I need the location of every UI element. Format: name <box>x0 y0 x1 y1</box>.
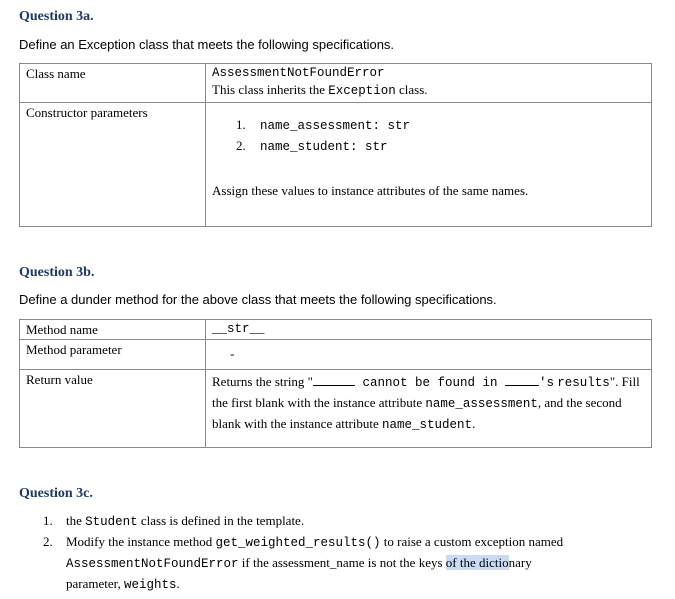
exception-spec-table <box>19 63 652 227</box>
table-row <box>20 103 652 227</box>
question-3a-title: Question 3a. <box>19 9 94 24</box>
list-item: 2. name_student: str <box>236 138 388 154</box>
list-item: 1. name_assessment: str <box>236 117 411 133</box>
method-param-value: - <box>206 340 652 370</box>
inherits-note: This class inherits the Exception class. <box>212 82 428 98</box>
table-row <box>20 320 652 340</box>
text-selection-highlight[interactable]: of the dictio <box>445 555 509 570</box>
method-param-label: Method parameter <box>20 340 206 370</box>
table-row <box>20 64 652 103</box>
return-value-cell: Returns the string " cannot be found in 's results". Fill the first blank with the instance attribute name_assessment, and the second blank with the instance attribute name_student. <box>206 370 652 448</box>
table-row <box>20 370 652 448</box>
return-value-label: Return value <box>20 370 206 448</box>
method-name-label: Method name <box>20 320 206 340</box>
constructor-cell <box>206 103 652 227</box>
param-list <box>236 115 646 157</box>
table-row <box>20 340 652 370</box>
constructor-label: Constructor parameters <box>20 103 206 227</box>
question-3b-title: Question 3b. <box>19 265 95 280</box>
class-name-cell <box>206 64 652 103</box>
assign-note: Assign these values to instance attributes of the same names. <box>212 183 529 198</box>
dunder-spec-table <box>19 319 652 448</box>
question-3c-list <box>43 511 653 595</box>
blank-1 <box>313 375 355 386</box>
class-name-label: Class name <box>20 64 206 103</box>
question-3b-intro: Define a dunder method for the above class that meets the following specifications. <box>19 292 497 307</box>
list-item: 1. the Student class is defined in the template. <box>43 513 305 529</box>
class-name-value: AssessmentNotFoundError <box>212 66 385 80</box>
blank-2 <box>505 375 539 386</box>
question-3a-intro: Define an Exception class that meets the following specifications. <box>19 37 395 52</box>
list-item: 2. Modify the instance method get_weighted_results() to raise a custom exception named AssessmentNotFoundError if the assessment_name is not the keys of the dictionary parameter, weights. <box>43 534 564 592</box>
question-3c-title: Question 3c. <box>19 486 93 501</box>
method-name-value: __str__ <box>206 320 652 340</box>
